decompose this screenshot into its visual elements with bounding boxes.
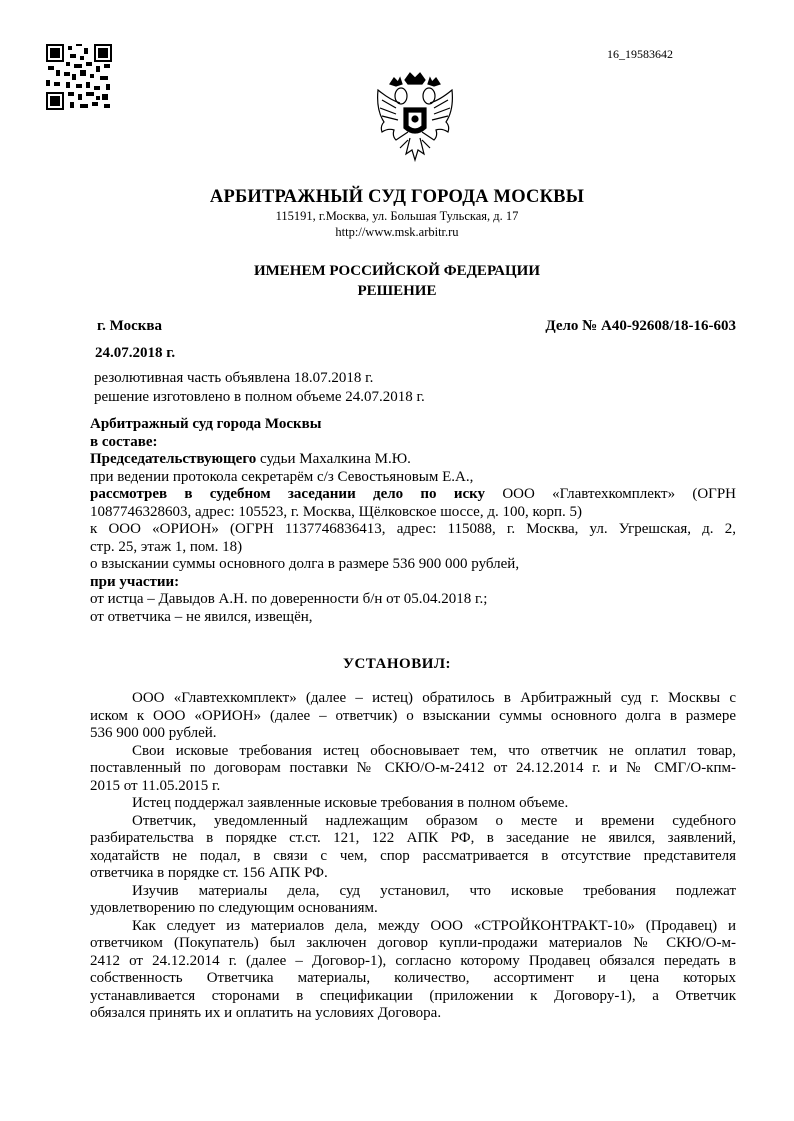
- secretary-line: при ведении протокола секретарём с/з Севостьяновым Е.А.,: [90, 468, 474, 485]
- paragraph-line: ООО «Главтехкомплект» (далее – истец) обратилось в Арбитражный суд г. Москвы с: [132, 690, 736, 706]
- defendant-details: стр. 25, этаж 1, пом. 18): [90, 538, 243, 555]
- court-address: 115191, г.Москва, ул. Большая Тульская, д. 17: [275, 209, 519, 223]
- paragraph-line: Ответчик, уведомленный надлежащим образом о месте и времени судебного: [132, 812, 736, 829]
- considered-line: [90, 486, 736, 504]
- considered-label: рассмотрев в судебном заседании дело по иску: [90, 486, 486, 502]
- paragraph-line: ходатайств не подал, в связи с чем, спор рассматривается в отсутствие представителя: [90, 847, 736, 864]
- presiding-line: [90, 451, 736, 469]
- in-composition-label: в составе:: [90, 433, 158, 450]
- in-the-name-heading: ИМЕНЕМ РОССИЙСКОЙ ФЕДЕРАЦИИ: [253, 263, 541, 279]
- city: г. Москва: [97, 318, 162, 334]
- paragraph-line: ответчика в порядке ст. 156 АПК РФ.: [90, 865, 328, 881]
- case-number: Дело № А40-92608/18-16-603: [545, 318, 736, 334]
- plaintiff-representative: от истца – Давыдов А.Н. по доверенности б/н от 05.04.2018 г.;: [90, 591, 488, 607]
- presiding-label: Председательствующего: [90, 451, 257, 467]
- operative-part-note: резолютивная часть объявлена 18.07.2018 г.: [94, 370, 374, 386]
- document-id: 16_19583642: [607, 47, 673, 61]
- paragraph-5: [90, 883, 736, 918]
- paragraph-line: Изучив материалы дела, суд установил, что исковые требования подлежат: [132, 882, 736, 899]
- paragraph-line: собственность Ответчика материалы, количество, ассортимент и цена которых: [90, 970, 736, 986]
- participants-label: при участии:: [90, 573, 180, 590]
- presiding-judge: судьи Махалкина М.Ю.: [256, 451, 411, 467]
- composition-block: [90, 416, 736, 626]
- paragraph-6: [90, 918, 736, 1023]
- paragraph-line: Истец поддержал заявленные исковые требования в полном объеме.: [132, 795, 569, 811]
- plaintiff-name: ООО «Главтехкомплект» (ОГРН: [502, 486, 737, 502]
- court-website-link[interactable]: http://www.msk.arbitr.ru: [335, 225, 459, 239]
- decision-date: 24.07.2018 г.: [95, 345, 176, 361]
- court-label: Арбитражный суд города Москвы: [90, 416, 322, 432]
- paragraph-line: обязался принять их и оплатить на условиях Договора.: [90, 1005, 442, 1021]
- paragraph-line: устанавливается сторонами в спецификации (приложении к Договору-1), а Ответчик: [90, 987, 736, 1004]
- paragraph-line: ответчиком (Покупатель) был заключен договор купли-продажи материалов № СКЮ/О-м-: [90, 935, 736, 951]
- paragraph-line: 536 900 000 рублей.: [90, 725, 217, 741]
- paragraph-line: Как следует из материалов дела, между ООО «СТРОЙКОНТРАКТ-10» (Продавец) и: [132, 917, 736, 934]
- paragraph-3: [90, 795, 736, 813]
- paragraph-line: удовлетворению по следующим основаниям.: [90, 900, 378, 916]
- defendant-representative: от ответчика – не явился, извещён,: [90, 608, 313, 625]
- paragraph-4: [90, 813, 736, 883]
- paragraph-line: Свои исковые требования истец обосновывает тем, что ответчик не оплатил товар,: [132, 742, 736, 759]
- paragraph-line: 2015 от 11.05.2015 г.: [90, 777, 221, 794]
- paragraph-2: [90, 743, 736, 796]
- paragraph-line: иском к ООО «ОРИОН» (далее – ответчик) о взыскании суммы основного долга в размере: [90, 707, 736, 724]
- paragraph-line: 2412 от 24.12.2014 г. (далее – Договор-1), согласно которому Продавец обязался передать в: [90, 952, 736, 969]
- established-heading: УСТАНОВИЛ:: [342, 656, 452, 672]
- paragraph-line: поставленный по договорам поставки № СКЮ/О-м-2412 от 24.12.2014 г. и № СМГ/О-кпм-: [90, 760, 736, 776]
- document-type-heading: РЕШЕНИЕ: [357, 283, 437, 299]
- paragraph-line: разбирательства в порядке ст.ст. 121, 122 АПК РФ, в заседание не явился, заявлений,: [90, 830, 736, 846]
- court-name: АРБИТРАЖНЫЙ СУД ГОРОДА МОСКВЫ: [209, 187, 585, 207]
- established-body: [90, 690, 736, 1023]
- full-text-note: решение изготовлено в полном объеме 24.07.2018 г.: [94, 389, 425, 405]
- defendant-line: к ООО «ОРИОН» (ОГРН 1137746836413, адрес: 115088, г. Москва, ул. Угрешская, д. 2,: [90, 521, 736, 537]
- qr-code: [46, 44, 112, 110]
- plaintiff-details: 1087746328603, адрес: 105523, г. Москва, Щёлковское шоссе, д. 100, корп. 5): [90, 503, 583, 520]
- coat-of-arms-emblem: [370, 70, 460, 170]
- claim-line: о взыскании суммы основного долга в размере 536 900 000 рублей,: [90, 556, 520, 572]
- paragraph-1: [90, 690, 736, 743]
